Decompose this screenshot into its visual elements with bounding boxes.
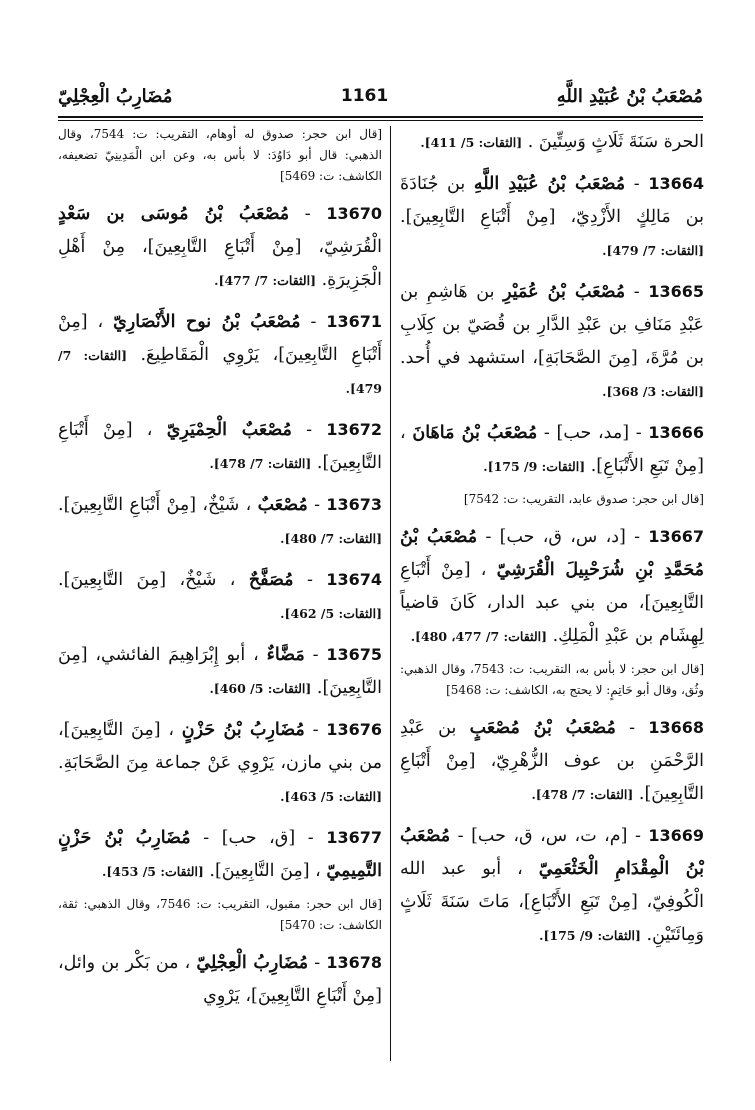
- citation-reference: [الثقات: 5/ 460].: [209, 681, 312, 696]
- entry-name: مُصْعَبُ بْنُ مُصْعَبٍ: [469, 718, 616, 738]
- entry-number: 13666: [648, 423, 704, 442]
- entry-number: 13673: [326, 495, 382, 514]
- source-tags: [د، س، ق، حب]: [499, 527, 626, 547]
- entry-text: ، شَيْخٌ، [مِنَ التَّابِعِينَ].: [58, 570, 236, 590]
- entry-name: مُصْعَبُ بْنُ مُحَمَّدِ بْنِ شُرَحْبِيلَ الْقُرَشِيّ: [400, 527, 704, 580]
- entry-number: 13678: [326, 953, 382, 972]
- entry-text: ، [مِنْ أَتْبَاعِ التَّابِعِينَ]، من بني عبد الدار، كَانَ قاضياً لِهِشَام بن عَبْدِ الْمَلِكِ.: [400, 560, 704, 646]
- left-column: [58, 126, 382, 1021]
- biography-entry: 13665 - مُصْعَبُ بْنُ عُمَيْرِ بن هَاشِمِ بن عَبْدِ مَنَافِ بن عَبْدِ الدَّارِ بن قُصَيّ بن كِلَابِ بن مُرَّةَ، [مِنَ الصَّحَابَةِ]، استشهد في أُحد. [الثقات: 3/ 368].: [400, 282, 704, 399]
- entry-text: ، شَيْخٌ، [مِنْ أَتْبَاعِ التَّابِعِينَ].: [58, 495, 252, 515]
- entry-text: ، أبو إِبْرَاهِيمَ الفائشي، [مِنَ التَّابِعِينَ].: [58, 645, 382, 698]
- entry-name: مُصْعَبُ بْنُ الْمِقْدَامِ الْخَثْعَمِيّ: [400, 826, 704, 879]
- header-right-title: مُصْعَبُ بْنُ عُبَيْدِ اللَّهِ: [556, 85, 703, 107]
- entry-number: 13676: [326, 720, 382, 739]
- entry-name: مُصْعَبُ بْنُ نوح الأَنْصَارِيّ: [113, 312, 301, 332]
- biography-entry: 13667 - [د، س، ق، حب] - مُصْعَبُ بْنُ مُحَمَّدِ بْنِ شُرَحْبِيلَ الْقُرَشِيّ ، [مِنْ أَتْبَاعِ التَّابِعِينَ]، من بني عبد الدار، كَانَ قاضياً لِهِشَام بن عَبْدِ الْمَلِكِ. [الثقات: 7/ 477، 480].: [400, 527, 705, 646]
- citation-reference: [الثقات: 5/ 411].: [420, 135, 523, 150]
- citation-reference: [الثقات: 7/ 480].: [280, 531, 382, 546]
- entry-text: بن عَبْدِ الرَّحْمَنِ بن عوف الزُّهْرِيّ، [مِنْ أَتْبَاعِ التَّابِعِينَ].: [400, 718, 704, 804]
- biography-entry: 13678 - مُضَارِبُ الْعِجْلِيّ ، من بَكْر بن وائل، [مِنْ أَتْبَاعِ التَّابِعِينَ]، يَرْوِي: [58, 953, 382, 1006]
- entry-name: مُضَارِبُ الْعِجْلِيّ: [196, 953, 309, 973]
- entry-name: مُصْعَبٌ: [257, 495, 308, 515]
- entry-name: مُصْعَبُ بْنُ مُوسَى بن سَعْدٍ: [58, 204, 290, 224]
- header-left-title: مُضَارِبُ الْعِجْلِيّ: [58, 85, 173, 107]
- biography-entry: 13676 - مُضَارِبُ بْنُ حَزْنٍ ، [مِنَ التَّابِعِينَ]، من بني مازن، يَرْوِي عَنْ جماعة مِنَ الصَّحَابَةِ. [الثقات: 5/ 463].: [58, 720, 382, 804]
- editor-note: [قال ابن حجر: صدوق له أوهام، التقريب: ت: 7544، وقال الذهبي: قال أبو دَاوُدَ: لا بأس به، وعن ابن الْمَدِينِيّ تضعيفه، الكاشف: ت: 5469]: [58, 127, 383, 183]
- entry-number: 13671: [326, 312, 382, 331]
- citation-reference: [الثقات: 7/ 478].: [531, 787, 634, 802]
- entry-text: ، من بَكْر بن وائل، [مِنْ أَتْبَاعِ التَّابِعِينَ]، يَرْوِي: [58, 953, 382, 1006]
- biography-entry: 13671 - مُصْعَبُ بْنُ نوح الأَنْصَارِيّ ، [مِنْ أَتْبَاعِ التَّابِعِينَ]، يَرْوِي الْمَقَاطِيعَ. [الثقات: 7/ 479].: [58, 312, 382, 396]
- entry-text: ، [مِنَ التَّابِعِينَ]، من بني مازن، يَرْوِي عَنْ جماعة مِنَ الصَّحَابَةِ.: [58, 720, 382, 773]
- biography-entry: 13674 - مُصَفَّحٌ ، شَيْخٌ، [مِنَ التَّابِعِينَ]. [الثقات: 5/ 462].: [58, 570, 382, 621]
- entry-number: 13675: [326, 645, 382, 664]
- biography-entry: 13675 - مَضَّاءٌ ، أبو إِبْرَاهِيمَ الفائشي، [مِنَ التَّابِعِينَ]. [الثقات: 5/ 460].: [58, 645, 382, 698]
- biography-entry: 13666 - [مد، حب] - مُصْعَبُ بْنُ مَاهَانَ ، [مِنْ تَبَعِ الأَتْبَاعِ]. [الثقات: 9/ 175].: [400, 423, 704, 476]
- editor-note: [قال ابن حجر: صدوق عابد، التقريب: ت: 7542]: [463, 492, 704, 506]
- entry-text: ، [مِنَ التَّابِعِينَ].: [209, 861, 321, 881]
- citation-reference: [الثقات: 7/ 478].: [209, 456, 312, 471]
- source-tags: [م، ت، س، ق، حب]: [471, 826, 628, 846]
- citation-reference: [الثقات: 3/ 368].: [602, 384, 704, 399]
- entry-text: ، [مِنْ تَبَعِ الأَتْبَاعِ].: [400, 423, 704, 476]
- biography-entry: 13677 - [ق، حب] - مُضَارِبُ بْنُ حَزْنٍ التَّمِيمِيّ ، [مِنَ التَّابِعِينَ]. [الثقات: 5/ 453].: [58, 828, 382, 881]
- entry-text: بن جُنَادَةَ بن مَالِكٍ الأَزْدِيّ، [مِنْ أَتْبَاعِ التَّابِعِينَ].: [400, 174, 704, 227]
- citation-reference: [الثقات: 9/ 175].: [483, 459, 586, 474]
- citation-reference: [الثقات: 7/ 479].: [602, 243, 704, 258]
- source-tags: [ق، حب]: [221, 828, 296, 848]
- citation-reference: [الثقات: 7/ 477، 480].: [410, 629, 548, 644]
- entry-text: ، [مِنْ أَتْبَاعِ التَّابِعِينَ]، يَرْوِي الْمَقَاطِيعَ.: [58, 312, 382, 365]
- entry-text: بن هَاشِمِ بن عَبْدِ مَنَافِ بن عَبْدِ الدَّارِ بن قُصَيّ بن كِلَابِ بن مُرَّةَ، [مِنَ الصَّحَابَةِ]، استشهد في أُحد.: [400, 282, 704, 368]
- entry-name: مَضَّاءٌ: [266, 645, 305, 665]
- biography-entry: 13668 - مُصْعَبُ بْنُ مُصْعَبٍ بن عَبْدِ الرَّحْمَنِ بن عوف الزُّهْرِيّ، [مِنْ أَتْبَاعِ التَّابِعِينَ]. [الثقات: 7/ 478].: [400, 718, 704, 804]
- entry-number: 13669: [648, 826, 705, 845]
- page-number: 1161: [340, 86, 389, 106]
- entry-text: الحرة سَنَةَ ثَلَاثٍ وَسِتِّينَ .: [527, 132, 704, 152]
- entry-text: ، أبو عبد الله الْكُوفِيّ، [مِنْ تَبَعِ الأَتْبَاعِ]، مَاتَ سَنَةَ ثَلَاثٍ وَمِائَتَيْنِ.: [400, 859, 704, 945]
- editor-note: [قال ابن حجر: لا بأس به، التقريب: ت: 7543، وقال الذهبي: وثُق، وقال أبو حَاتِمٍ: لا يحتج به، الكاشف: ت: 5468]: [400, 662, 704, 697]
- entry-name: مُضَارِبُ بْنُ حَزْنٍ التَّمِيمِيّ: [58, 828, 382, 881]
- entry-name: مُضَارِبُ بْنُ حَزْنٍ: [181, 720, 305, 740]
- citation-reference: [الثقات: 5/ 453].: [102, 864, 204, 879]
- running-header: [58, 78, 703, 114]
- entry-text: الْقُرَشِيّ، [مِنْ أَتْبَاعِ التَّابِعِينَ]، مِنْ أَهْلِ الْجَزِيرَةِ.: [58, 237, 382, 290]
- citation-reference: [الثقات: 5/ 462].: [280, 606, 382, 621]
- entry-name: مُصْعَبٌ الْحِمْيَرِيّ: [166, 420, 292, 440]
- source-tags: [مد، حب]: [556, 423, 630, 443]
- right-column: [400, 126, 704, 960]
- entry-number: 13677: [326, 828, 382, 847]
- entry-number: 13674: [326, 570, 382, 589]
- header-rule: [58, 116, 703, 118]
- entry-number: 13664: [648, 174, 704, 193]
- entry-number: 13665: [648, 282, 704, 301]
- citation-reference: [الثقات: 7/ 479].: [58, 348, 382, 396]
- entry-number: 13672: [326, 420, 382, 439]
- column-divider: [390, 126, 391, 1061]
- entry-text: ، [مِنْ أَتْبَاعِ التَّابِعِينَ].: [58, 420, 382, 473]
- entry-name: مُصْعَبُ بْنُ عُمَيْرِ: [503, 282, 626, 302]
- biography-entry: [400, 126, 704, 159]
- biography-entry: 13670 - مُصْعَبُ بْنُ مُوسَى بن سَعْدٍ الْقُرَشِيّ، [مِنْ أَتْبَاعِ التَّابِعِينَ]، مِنْ أَهْلِ الْجَزِيرَةِ. [الثقات: 7/ 477].: [58, 204, 382, 290]
- biography-entry: 13664 - مُصْعَبُ بْنُ عُبَيْدِ اللَّهِ بن جُنَادَةَ بن مَالِكٍ الأَزْدِيّ، [مِنْ أَتْبَاعِ التَّابِعِينَ]. [الثقات: 7/ 479].: [400, 174, 704, 258]
- entry-number: 13670: [326, 204, 382, 223]
- citation-reference: [الثقات: 7/ 477].: [214, 273, 317, 288]
- entry-name: مُصْعَبُ بْنُ عُبَيْدِ اللَّهِ: [473, 174, 626, 194]
- header-rule-thin: [58, 120, 703, 121]
- biography-entry: 13669 - [م، ت، س، ق، حب] - مُصْعَبُ بْنُ الْمِقْدَامِ الْخَثْعَمِيّ ، أبو عبد الله الْكُوفِيّ، [مِنْ تَبَعِ الأَتْبَاعِ]، مَاتَ سَنَةَ ثَلَاثٍ وَمِائَتَيْنِ. [الثقات: 9/ 175].: [400, 826, 705, 945]
- editor-note: [قال ابن حجر: مقبول، التقريب: ت: 7546، وقال الذهبي: ثقة، الكاشف: ت: 5470]: [58, 897, 382, 932]
- entry-number: 13667: [648, 527, 705, 546]
- biography-entry: 13673 - مُصْعَبٌ ، شَيْخٌ، [مِنْ أَتْبَاعِ التَّابِعِينَ]. [الثقات: 7/ 480].: [58, 495, 382, 546]
- entry-name: مُصْعَبُ بْنُ مَاهَانَ: [412, 423, 538, 443]
- entry-number: 13668: [648, 718, 704, 737]
- citation-reference: [الثقات: 5/ 463].: [280, 789, 382, 804]
- entry-name: مُصَفَّحٌ: [248, 570, 294, 590]
- biography-entry: 13672 - مُصْعَبٌ الْحِمْيَرِيّ ، [مِنْ أَتْبَاعِ التَّابِعِينَ]. [الثقات: 7/ 478].: [58, 420, 382, 473]
- citation-reference: [الثقات: 9/ 175].: [539, 928, 641, 943]
